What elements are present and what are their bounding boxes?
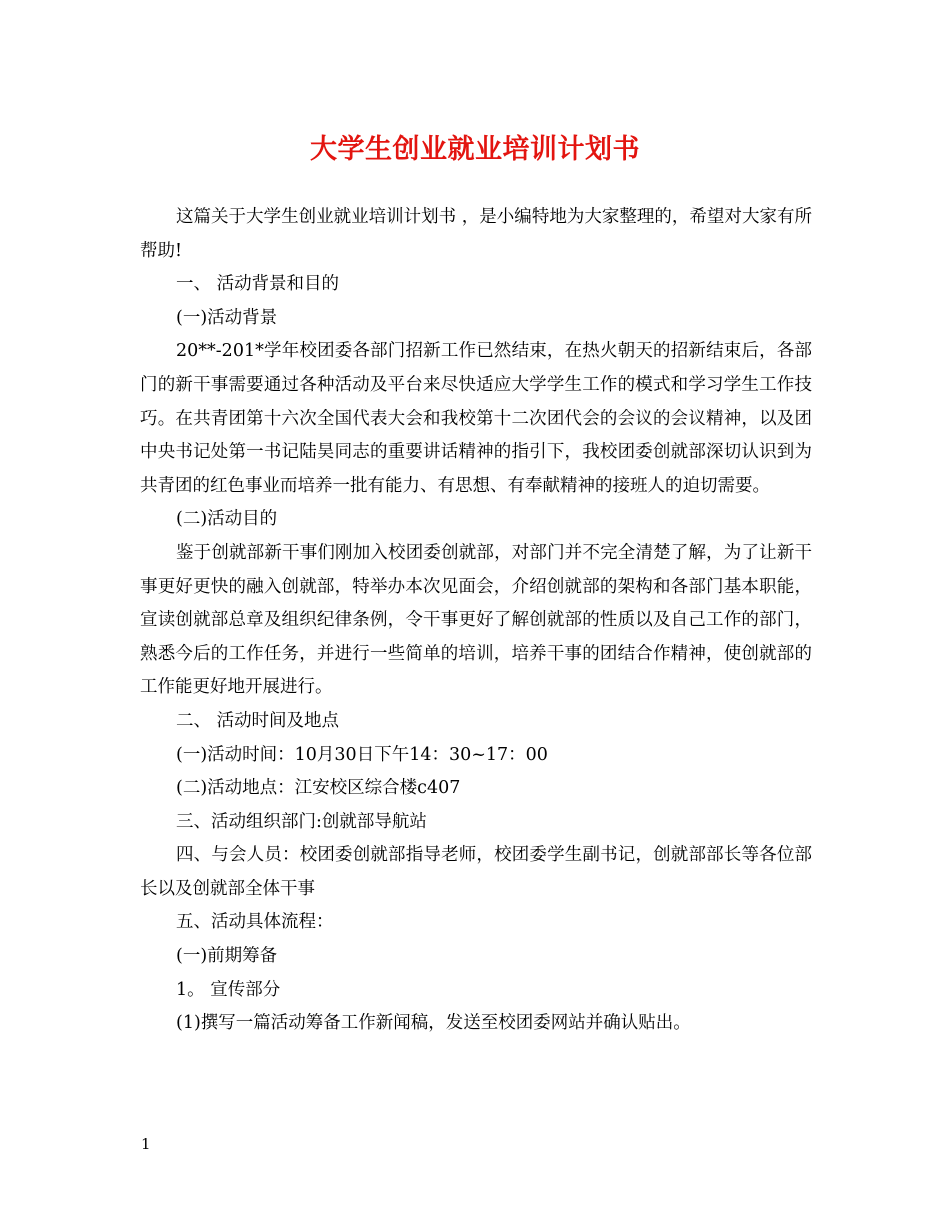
activity-time-line: (一)活动时间：10月30日下午14：30~17：00 [176,744,548,765]
section-heading-1: 一、 活动背景和目的 [176,274,340,295]
publicity-heading: 1。 宣传部分 [176,979,281,1000]
organizer-line: 三、活动组织部门:创就部导航站 [176,811,427,832]
publicity-item-1: (1)撰写一篇活动筹备工作新闻稿，发送至校团委网站并确认贴出。 [176,1013,691,1034]
subsection-heading-purpose: (二)活动目的 [176,509,278,530]
attendees-paragraph: 四、与会人员：校团委创就部指导老师，校团委学生副书记，创就部部长等各位部长以及创就部全体干事 [140,845,812,899]
intro-paragraph: 这篇关于大学生创业就业培训计划书 ，是小编特地为大家整理的，希望对大家有所帮助! [140,207,812,261]
preparation-heading: (一)前期筹备 [176,946,278,967]
document-title: 大学生创业就业培训计划书 [310,134,640,165]
purpose-paragraph: 鉴于创就部新干事们刚加入校团委创就部，对部门并不完全清楚了解，为了让新干事更好更快的融入创就部，特举办本次见面会，介绍创就部的架构和各部门基本职能，宣读创就部总章及组织纪律条例，令干事更好了解创就部的性质以及自己工作的部门，熟悉今后的工作任务，并进行一些简单的培训，培养干事的团结合作精神，使创就部的工作能更好地开展进行。 [140,542,812,698]
activity-location-line: (二)活动地点：江安校区综合楼c407 [176,778,461,799]
page-number: 1 [141,1135,151,1153]
document-body [140,201,812,1041]
section-heading-5: 五、活动具体流程： [176,912,334,933]
subsection-heading-background: (一)活动背景 [176,307,278,328]
background-paragraph: 20**-201*学年校团委各部门招新工作已然结束，在热火朝天的招新结束后，各部门的新干事需要通过各种活动及平台来尽快适应大学学生工作的模式和学习学生工作技巧。在共青团第十六次全国代表大会和我校第十二次团代会的会议的会议精神，以及团中央书记处第一书记陆昊同志的重要讲话精神的指引下，我校团委创就部深切认识到为共青团的红色事业而培养一批有能力、有思想、有奉献精神的接班人的迫切需要。 [140,341,812,496]
section-heading-2: 二、 活动时间及地点 [176,710,340,731]
